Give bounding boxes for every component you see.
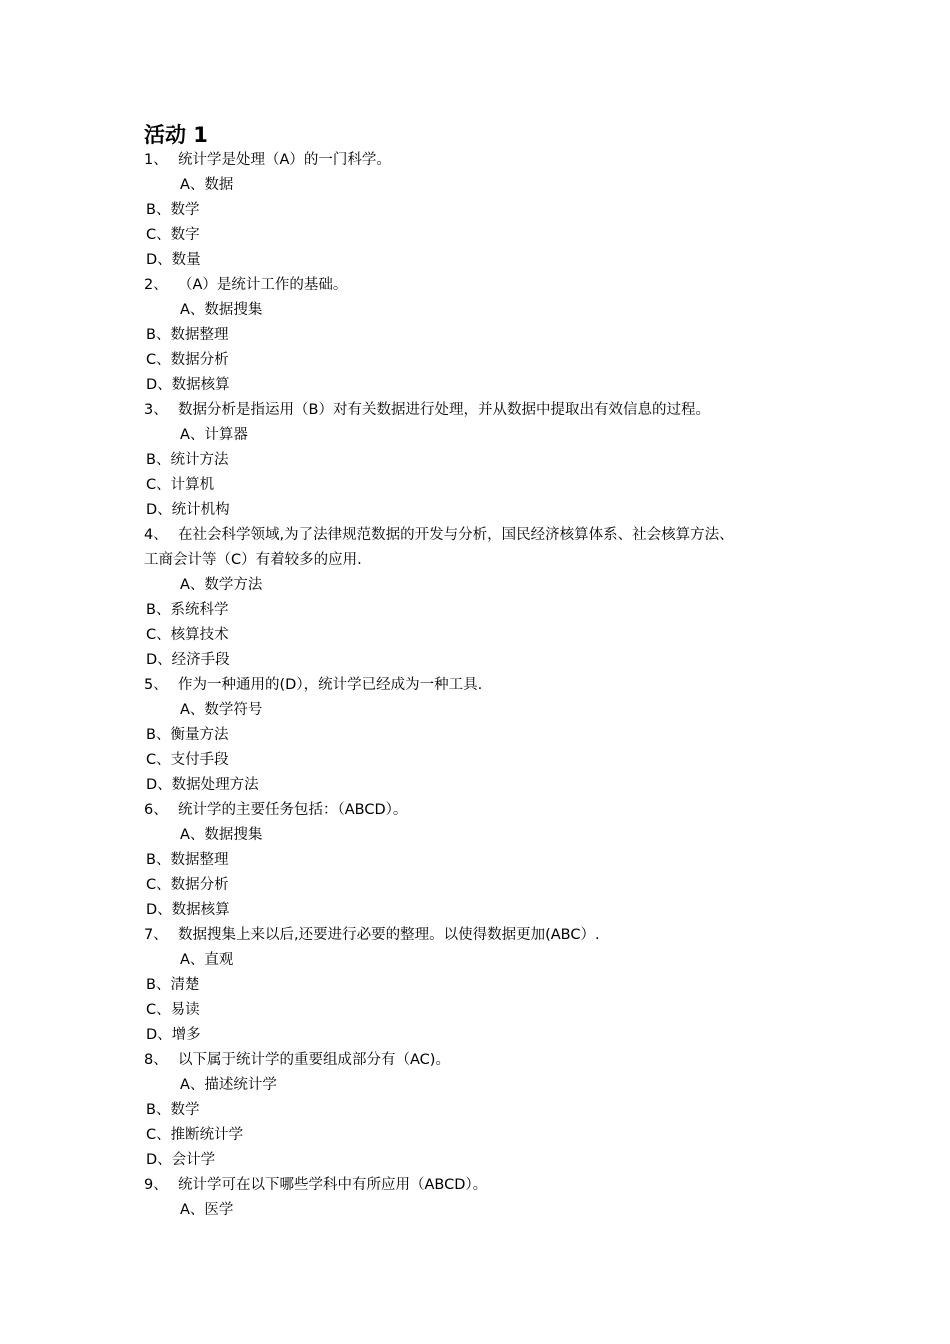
question-2 [144, 273, 834, 298]
option: B、清楚 [146, 977, 200, 993]
question-text: 以下属于统计学的重要组成部分有（AC)。 [178, 1052, 450, 1068]
option: D、会计学 [146, 1152, 216, 1168]
question-number: 8、 [144, 1052, 168, 1068]
option: D、数量 [146, 252, 201, 268]
question-4 [144, 523, 834, 548]
question-text: 在社会科学领域,为了法律规范数据的开发与分析，国民经济核算体系、社会核算方法、 [178, 527, 734, 543]
option: C、支付手段 [146, 752, 229, 768]
option: A、医学 [180, 1202, 234, 1218]
option: C、数据分析 [146, 877, 229, 893]
question-7 [144, 923, 834, 948]
option: C、易读 [146, 1002, 200, 1018]
question-text-continued: 工商会计等（C）有着较多的应用. [144, 552, 362, 568]
option: A、数据搜集 [180, 302, 263, 318]
option: B、系统科学 [146, 602, 229, 618]
question-8 [144, 1048, 834, 1073]
option: A、数学符号 [180, 702, 263, 718]
option: D、数据处理方法 [146, 777, 259, 793]
option: D、统计机构 [146, 502, 230, 518]
question-text: 数据搜集上来以后,还要进行必要的整理。以使得数据更加(ABC）. [178, 927, 600, 943]
question-number: 2、 [144, 277, 168, 293]
question-number: 3、 [144, 402, 168, 418]
option: B、衡量方法 [146, 727, 229, 743]
option: A、直观 [180, 952, 234, 968]
option: C、数字 [146, 227, 200, 243]
question-number: 1、 [144, 152, 168, 168]
question-number: 9、 [144, 1177, 168, 1193]
question-1 [144, 148, 834, 173]
option: C、计算机 [146, 477, 215, 493]
option: B、数学 [146, 202, 200, 218]
option: D、数据核算 [146, 377, 230, 393]
question-text: 作为一种通用的(D），统计学已经成为一种工具. [178, 677, 483, 693]
question-3 [144, 398, 834, 423]
question-number: 6、 [144, 802, 168, 818]
question-6 [144, 798, 834, 823]
question-list [144, 148, 834, 1223]
option: A、数据 [180, 177, 234, 193]
question-text: 统计学可在以下哪些学科中有所应用（ABCD）。 [178, 1177, 488, 1193]
option: B、数学 [146, 1102, 200, 1118]
option: B、数据整理 [146, 852, 229, 868]
question-text: 统计学的主要任务包括：（ABCD）。 [178, 802, 408, 818]
option: A、计算器 [180, 427, 248, 443]
question-text: 统计学是处理（A）的一门科学。 [178, 152, 391, 168]
option: C、数据分析 [146, 352, 229, 368]
option: D、增多 [146, 1027, 201, 1043]
question-number: 5、 [144, 677, 168, 693]
option: A、数据搜集 [180, 827, 263, 843]
option: B、数据整理 [146, 327, 229, 343]
question-number: 7、 [144, 927, 168, 943]
question-text: 数据分析是指运用（B）对有关数据进行处理，并从数据中提取出有效信息的过程。 [178, 402, 710, 418]
page-title: 活动 1 [144, 123, 208, 147]
option: C、推断统计学 [146, 1127, 244, 1143]
option: C、核算技术 [146, 627, 229, 643]
option: D、经济手段 [146, 652, 230, 668]
question-5 [144, 673, 834, 698]
option: A、描述统计学 [180, 1077, 277, 1093]
option: B、统计方法 [146, 452, 229, 468]
question-9 [144, 1173, 834, 1198]
option: D、数据核算 [146, 902, 230, 918]
question-number: 4、 [144, 527, 168, 543]
question-text: （A）是统计工作的基础。 [178, 277, 348, 293]
option: A、数学方法 [180, 577, 263, 593]
